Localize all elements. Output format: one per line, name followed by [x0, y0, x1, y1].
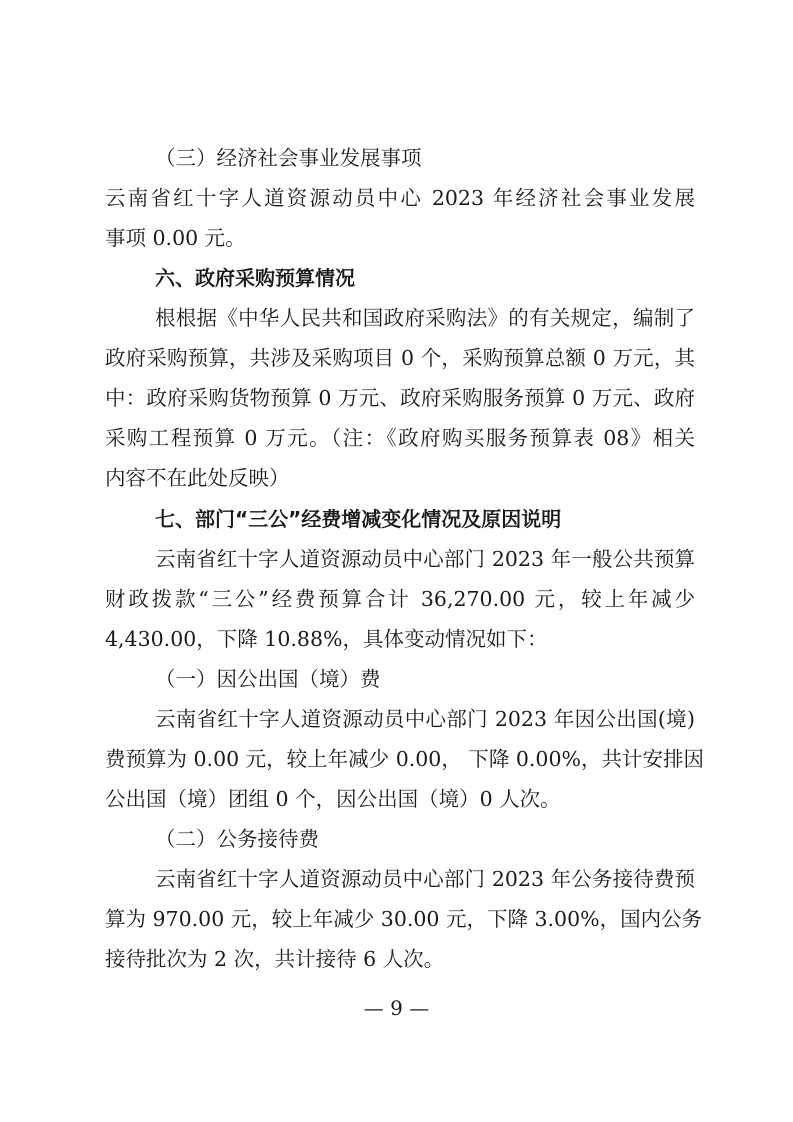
- paragraph-line: 采购工程预算 0 万元。（注：《政府购买服务预算表 08》相关: [105, 426, 695, 450]
- paragraph-line: 中：政府采购货物预算 0 万元、政府采购服务预算 0 万元、政府: [105, 386, 695, 410]
- paragraph-line: 内容不在此处反映）: [105, 466, 290, 490]
- paragraph-line: 政府采购预算，共涉及采购项目 0 个，采购预算总额 0 万元，其: [105, 346, 695, 370]
- subsection-heading-reception: （二）公务接待费: [155, 827, 319, 851]
- paragraph-line: 云南省红十字人道资源动员中心部门 2023 年一般公共预算: [155, 547, 695, 571]
- paragraph-line: 云南省红十字人道资源动员中心部门 2023 年公务接待费预: [155, 867, 695, 891]
- subsection-heading-overseas: （一）因公出国（境）费: [155, 667, 381, 691]
- paragraph-line: 算为 970.00 元，较上年减少 30.00 元，下降 3.00%，国内公务: [105, 907, 703, 931]
- page-number: — 9 —: [363, 996, 430, 1020]
- paragraph-line: 费预算为 0.00 元，较上年减少 0.00， 下降 0.00%，共计安排因: [105, 747, 704, 771]
- paragraph-line: 事项 0.00 元。: [105, 226, 246, 250]
- paragraph-line: 接待批次为 2 次，共计接待 6 人次。: [105, 947, 445, 971]
- paragraph-line: 财政拨款“三公”经费预算合计 36,270.00 元，较上年减少: [105, 587, 695, 611]
- paragraph-line: 云南省红十字人道资源动员中心部门 2023 年因公出国(境): [155, 707, 695, 731]
- section-heading-economic-social: （三）经济社会事业发展事项: [155, 146, 422, 170]
- paragraph-line: 4,430.00，下降 10.88%，具体变动情况如下：: [105, 627, 548, 651]
- section-heading-procurement: 六、政府采购预算情况: [155, 266, 355, 290]
- section-heading-three-public: 七、部门“三公”经费增减变化情况及原因说明: [155, 507, 562, 531]
- paragraph-line: 云南省红十字人道资源动员中心 2023 年经济社会事业发展: [105, 186, 695, 210]
- paragraph-line: 公出国（境）团组 0 个，因公出国（境）0 人次。: [105, 787, 561, 811]
- paragraph-line: 根根据《中华人民共和国政府采购法》的有关规定，编制了: [155, 306, 695, 330]
